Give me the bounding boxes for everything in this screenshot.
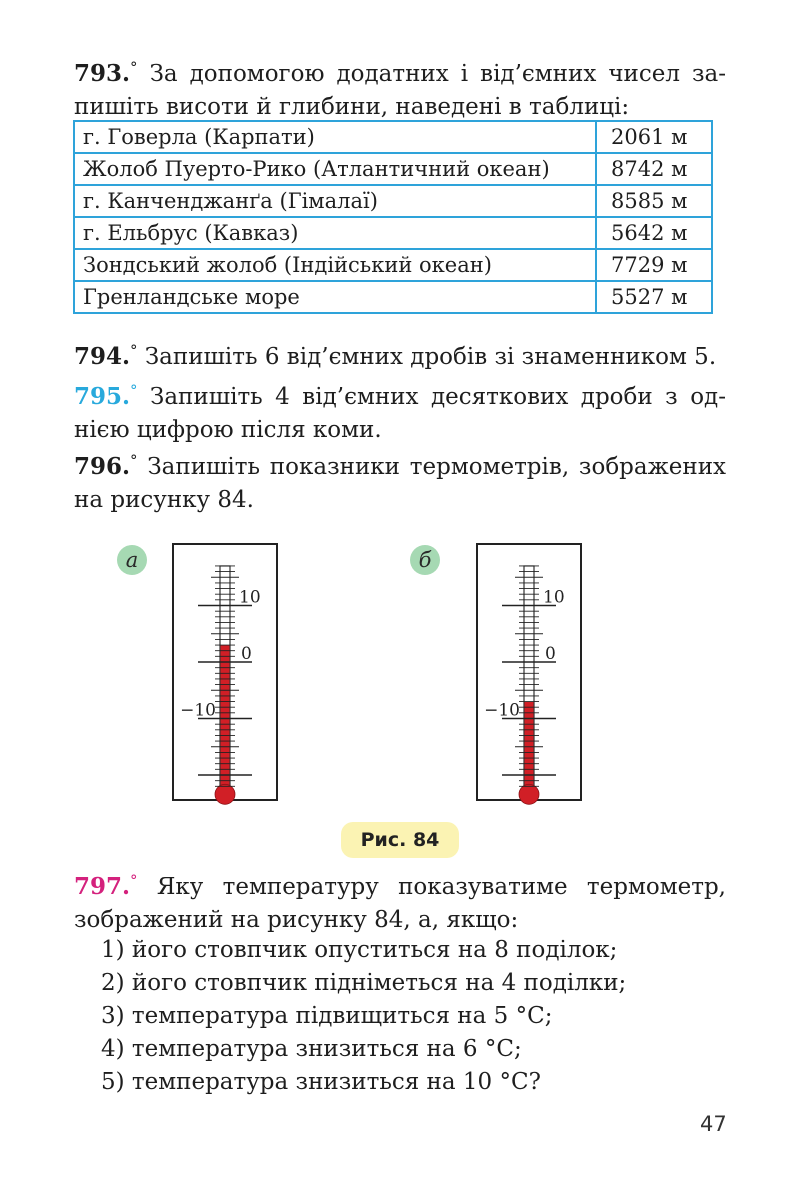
table-row [74,153,712,185]
problem-797 [74,870,726,937]
problem-794-text-1: Запишіть 6 від’ємних дробів зі знаменником 5. [144,344,717,370]
table-row [74,217,712,249]
table-cell-value: 7729 м [596,249,712,281]
problem-793 [74,57,726,124]
table-cell-value: 8585 м [596,185,712,217]
degree-mark: ° [130,341,138,360]
thermometer-b [476,543,584,803]
problem-793-text-2: пишіть висоти й глибини, наведені в таблиці: [74,94,630,120]
figure-label-b: б [410,545,440,575]
table-cell-name: г. Ельбрус (Кавказ) [74,217,596,249]
problem-797-line-1 [74,870,726,904]
problem-795-line-1 [74,380,726,414]
table-cell-name: Зондський жолоб (Індійський океан) [74,249,596,281]
table-cell-name: г. Говерла (Карпати) [74,121,596,153]
problem-797-text-2: зображений на рисунку 84, а, якщо: [74,907,519,933]
table-cell-name: Жолоб Пуерто-Рико (Атлантичний океан) [74,153,596,185]
problem-794-number: 794. [74,343,131,370]
table-cell-name: г. Канченджанґа (Гімалаї) [74,185,596,217]
table-row [74,121,712,153]
problem-794 [74,340,726,374]
figure-caption: Рис. 84 [341,822,459,858]
problem-795-text-1: Запишіть 4 від’ємних десяткових дроби з од- [150,384,726,410]
list-item: 4) температура знизиться на 6 °C; [101,1036,522,1062]
problem-795 [74,380,726,447]
degree-mark: ° [130,381,138,400]
scale-label-10: 10 [543,587,565,608]
problem-796-text-2: на рисунку 84. [74,487,254,513]
problem-797-number: 797. [74,873,131,900]
table-cell-name: Гренландське море [74,281,596,313]
scale-label-0: 0 [241,644,252,664]
problem-796-line-1 [74,450,726,484]
scale-label-0: 0 [545,644,556,664]
problem-795-text-2: нією цифрою після коми. [74,417,382,443]
figure-label-a: а [117,545,147,575]
thermometer-bulb [519,784,539,804]
scale-label-minus-10: −10 [180,700,216,721]
problem-795-number: 795. [74,383,131,410]
thermometer-a [172,543,280,803]
scale-label-minus-10: −10 [484,700,520,721]
table-cell-value: 2061 м [596,121,712,153]
problem-796-text-1: Запишіть показники термометрів, зображених [147,454,726,480]
degree-mark: ° [130,451,138,470]
page-number: 47 [700,1112,727,1136]
table-row [74,249,712,281]
list-item: 5) температура знизиться на 10 °C? [101,1069,541,1095]
problem-796-number: 796. [74,453,131,480]
problem-793-text-1: За допомогою додатних і від’ємних чисел за- [149,61,727,87]
list-item: 1) його стовпчик опуститься на 8 поділок; [101,937,618,963]
table-cell-value: 5527 м [596,281,712,313]
problem-794-line-1 [74,340,726,374]
table-row [74,185,712,217]
list-item: 2) його стовпчик підніметься на 4 поділки; [101,970,627,996]
problem-796 [74,450,726,517]
heights-table [73,120,713,314]
degree-mark: ° [130,58,138,77]
problem-793-number: 793. [74,60,131,87]
thermometer-bulb [215,784,235,804]
problem-797-text-1: Яку температуру показуватиме термометр, [156,874,726,900]
table-row [74,281,712,313]
table-cell-value: 5642 м [596,217,712,249]
problem-793-line-1 [74,57,726,91]
scale-label-10: 10 [239,587,261,608]
degree-mark: ° [130,871,138,890]
problem-797-items [101,934,721,1099]
list-item: 3) температура підвищиться на 5 °C; [101,1003,553,1029]
table-cell-value: 8742 м [596,153,712,185]
